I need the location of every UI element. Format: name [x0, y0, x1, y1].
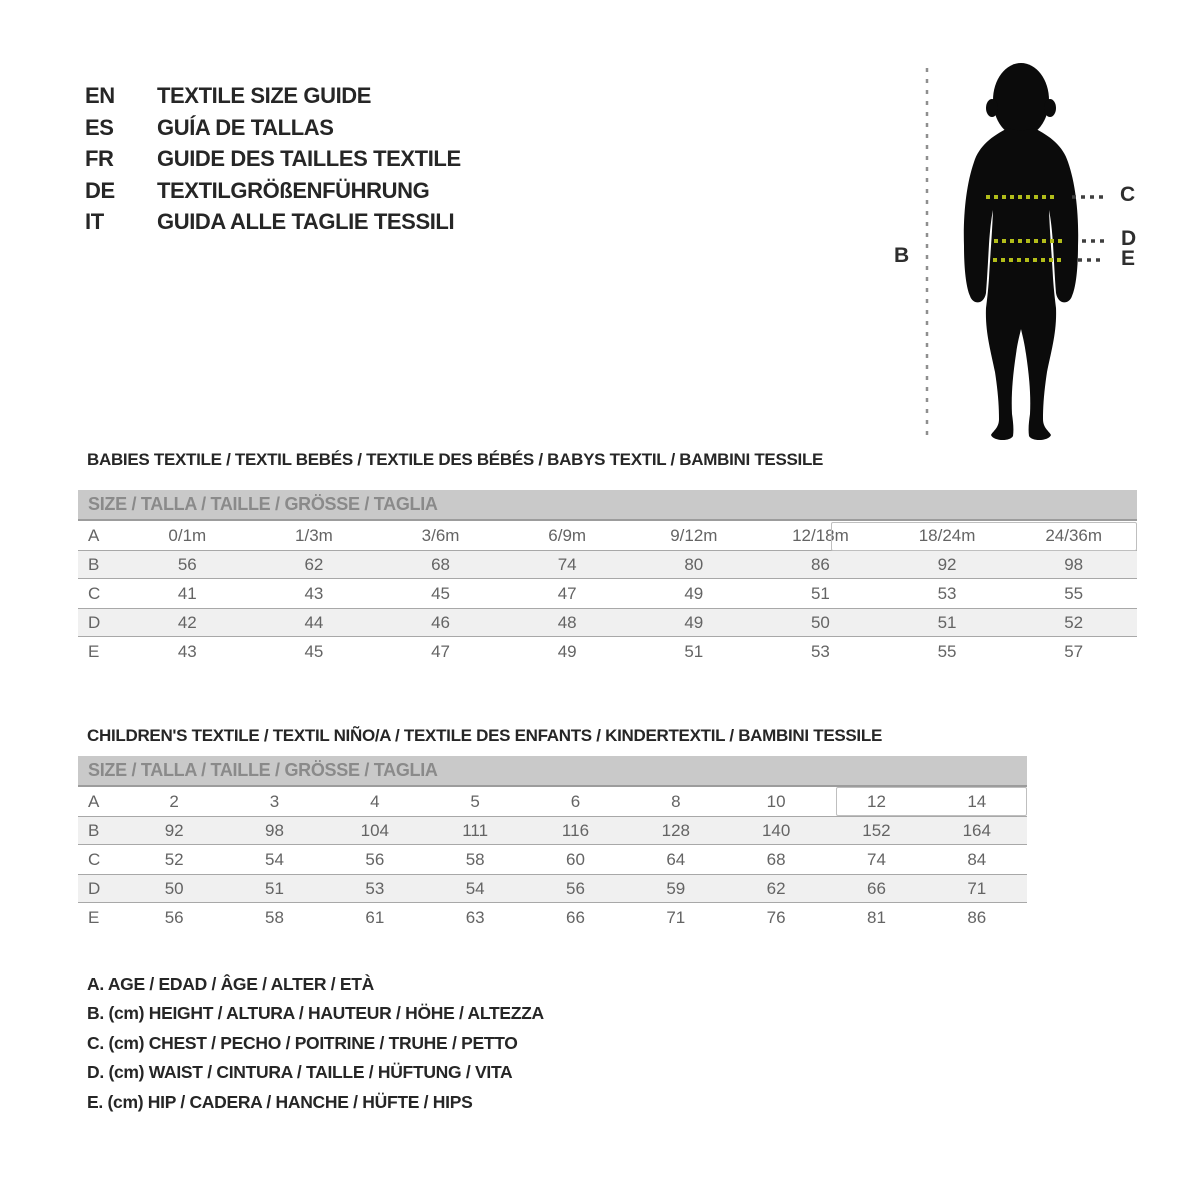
size-cell: 6 [570, 792, 581, 811]
size-cell: 1/3m [295, 526, 333, 545]
size-cell: 49 [557, 642, 577, 661]
lang-row-it [85, 206, 461, 238]
size-cell: 12/18m [792, 526, 849, 545]
size-cell: 50 [164, 879, 184, 898]
lang-code: IT [85, 209, 104, 235]
size-cell: 56 [164, 908, 184, 927]
size-cell: 6/9m [548, 526, 587, 545]
size-cell: 41 [177, 584, 197, 603]
table-row [78, 579, 1137, 608]
row-label: D [88, 613, 101, 632]
row-label: C [88, 584, 101, 603]
language-guide-block [85, 80, 461, 238]
size-cell: 4 [370, 792, 380, 811]
size-cell: 43 [177, 642, 197, 661]
size-cell: 3/6m [421, 526, 460, 545]
lang-code: FR [85, 146, 114, 172]
size-cell: 59 [666, 879, 686, 898]
row-label: A [88, 526, 100, 545]
lang-row-en [85, 80, 461, 112]
babies-size-highlight-box [831, 522, 1137, 551]
size-cell: 57 [1064, 642, 1084, 661]
size-cell: 66 [867, 879, 886, 898]
size-cell: 128 [661, 821, 690, 840]
row-label: E [88, 908, 100, 927]
size-cell: 45 [431, 584, 451, 603]
babies-table-title: BABIES TEXTILE / TEXTIL BEBÉS / TEXTILE DES BÉBÉS / BABYS TEXTIL / BAMBINI TESSILE [87, 450, 824, 469]
lang-code: ES [85, 114, 114, 140]
size-cell: 5 [470, 792, 480, 811]
legend-age: A. AGE / EDAD / ÂGE / ALTER / ETÀ [87, 974, 374, 994]
size-cell: 43 [304, 584, 324, 603]
size-cell: 92 [937, 555, 957, 574]
size-cell: 164 [962, 821, 991, 840]
size-cell: 44 [304, 613, 324, 632]
size-cell: 71 [967, 879, 987, 898]
lang-row-fr [85, 143, 461, 175]
child-measurement-figure [880, 40, 1200, 460]
lang-row-de [85, 175, 461, 207]
babies-size-table [78, 490, 1137, 666]
child-silhouette-icon [880, 40, 1200, 460]
table-row [78, 874, 1027, 903]
size-cell: 74 [867, 850, 886, 869]
size-cell: 54 [465, 879, 485, 898]
size-cell: 51 [265, 879, 284, 898]
table-row [78, 816, 1027, 845]
size-cell: 53 [937, 584, 957, 603]
size-cell: 63 [465, 908, 485, 927]
size-cell: 45 [304, 642, 324, 661]
table-row [78, 845, 1027, 874]
size-cell: 14 [967, 792, 987, 811]
size-cell: 81 [867, 908, 886, 927]
size-cell: 68 [431, 555, 451, 574]
size-cell: 140 [761, 821, 791, 840]
row-label: E [88, 642, 100, 661]
size-cell: 152 [862, 821, 891, 840]
size-cell: 51 [810, 584, 830, 603]
lang-label: GUÍA DE TALLAS [157, 114, 334, 140]
row-label: B [88, 821, 100, 840]
size-table-header: SIZE / TALLA / TAILLE / GRÖSSE / TAGLIA [78, 490, 1137, 521]
size-cell: 104 [360, 821, 389, 840]
size-cell: 51 [937, 613, 957, 632]
height-label: B [894, 244, 910, 267]
size-cell: 52 [1064, 613, 1084, 632]
size-cell: 0/1m [168, 526, 207, 545]
size-cell: 55 [1064, 584, 1084, 603]
table-row [78, 550, 1137, 579]
size-cell: 61 [365, 908, 385, 927]
size-cell: 62 [304, 555, 324, 574]
size-cell: 98 [1064, 555, 1084, 574]
legend-chest: C. (cm) CHEST / PECHO / POITRINE / TRUHE / PETTO [87, 1032, 518, 1053]
size-cell: 10 [766, 792, 786, 811]
table-row [78, 903, 1027, 932]
measurement-legend [87, 970, 544, 1117]
size-cell: 58 [265, 908, 284, 927]
size-cell: 9/12m [670, 526, 718, 545]
size-cell: 56 [365, 850, 385, 869]
size-cell: 80 [684, 555, 704, 574]
lang-label: TEXTILGRÖßENFÜHRUNG [157, 177, 430, 203]
size-cell: 92 [164, 821, 184, 840]
lang-label: GUIDE DES TAILLES TEXTILE [157, 146, 461, 172]
table-row [78, 637, 1137, 666]
size-cell: 84 [967, 850, 987, 869]
size-cell: 66 [566, 908, 585, 927]
size-cell: 53 [810, 642, 830, 661]
size-cell: 48 [557, 613, 577, 632]
lang-label: TEXTILE SIZE GUIDE [157, 83, 372, 108]
legend-hip: E. (cm) HIP / CADERA / HANCHE / HÜFTE / HIPS [87, 1091, 473, 1112]
size-cell: 62 [766, 879, 786, 898]
row-label: C [88, 850, 101, 869]
children-size-highlight-box [836, 787, 1027, 816]
size-cell: 24/36m [1045, 526, 1103, 545]
lang-row-es [85, 112, 461, 144]
table-row [78, 608, 1137, 637]
size-cell: 54 [265, 850, 284, 869]
size-cell: 74 [557, 555, 577, 574]
lang-label: GUIDA ALLE TAGLIE TESSILI [157, 209, 455, 235]
size-cell: 76 [766, 908, 786, 927]
size-cell: 56 [566, 879, 585, 898]
row-label: B [88, 555, 100, 574]
size-cell: 47 [557, 584, 577, 603]
size-cell: 47 [431, 642, 451, 661]
size-cell: 111 [462, 821, 489, 840]
size-cell: 56 [177, 555, 197, 574]
size-cell: 51 [684, 642, 704, 661]
size-cell: 98 [265, 821, 284, 840]
lang-code: DE [85, 177, 115, 203]
size-cell: 49 [684, 613, 704, 632]
size-cell: 86 [810, 555, 830, 574]
hip-label: E [1121, 247, 1136, 270]
size-cell: 50 [810, 613, 830, 632]
size-cell: 18/24m [918, 526, 976, 545]
row-label: D [88, 879, 101, 898]
size-cell: 52 [164, 850, 184, 869]
size-cell: 116 [561, 821, 590, 840]
size-cell: 68 [766, 850, 786, 869]
children-size-table [78, 756, 1027, 932]
legend-waist: D. (cm) WAIST / CINTURA / TAILLE / HÜFTUNG / VITA [87, 1062, 513, 1083]
size-cell: 42 [177, 613, 197, 632]
size-cell: 53 [365, 879, 385, 898]
children-table-title: CHILDREN'S TEXTILE / TEXTIL NIÑO/A / TEXTILE DES ENFANTS / KINDERTEXTIL / BAMBINI TESSILE [87, 726, 882, 745]
size-cell: 58 [465, 850, 485, 869]
size-cell: 8 [671, 792, 681, 811]
legend-height: B. (cm) HEIGHT / ALTURA / HAUTEUR / HÖHE / ALTEZZA [87, 1003, 544, 1024]
size-cell: 60 [566, 850, 585, 869]
size-cell: 71 [666, 908, 686, 927]
size-cell: 64 [666, 850, 686, 869]
lang-code: EN [85, 83, 115, 108]
size-cell: 86 [967, 908, 987, 927]
size-cell: 12 [867, 792, 886, 811]
size-cell: 49 [684, 584, 704, 603]
size-cell: 3 [269, 792, 280, 811]
size-cell: 2 [169, 792, 179, 811]
size-cell: 55 [937, 642, 957, 661]
size-table-header: SIZE / TALLA / TAILLE / GRÖSSE / TAGLIA [78, 756, 1027, 787]
chest-label: C [1120, 183, 1136, 206]
size-cell: 46 [431, 613, 451, 632]
row-label: A [88, 792, 100, 811]
waist-label: D [1121, 227, 1137, 250]
